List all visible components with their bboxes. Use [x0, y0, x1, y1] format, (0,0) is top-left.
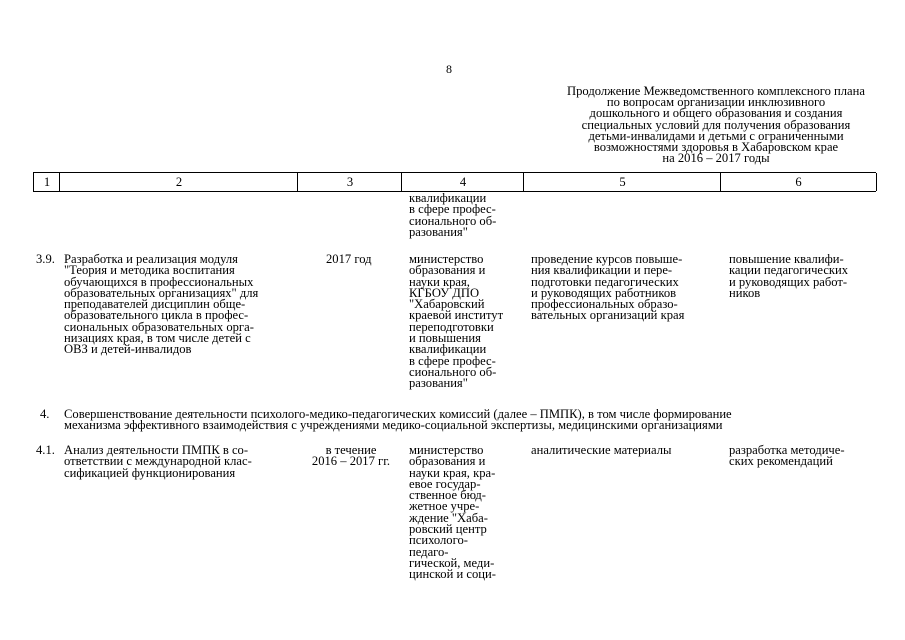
form-line: ния квалификации и пере-: [531, 263, 673, 278]
measure-line: преподавателей дисциплин обще-: [64, 297, 246, 312]
term-line: 2017 год: [326, 252, 372, 266]
executor-line: переподготовки: [409, 319, 494, 334]
header-line: специальных условий для получения образования: [581, 117, 851, 132]
result-line: ских рекомендаций: [729, 454, 833, 469]
result-line: и руководящих работ-: [729, 274, 848, 289]
form-line: аналитические материалы: [531, 443, 672, 457]
executor-line: КГБОУ ДПО: [409, 285, 480, 300]
row-number-4-1: 4.1.: [36, 443, 55, 457]
section-4-title: [64, 409, 732, 432]
header-line: детьми-инвалидами и детьми с ограниченными: [588, 128, 844, 143]
measure-line: "Теория и методика воспитания: [64, 263, 235, 278]
row-4-1-form: [531, 445, 671, 456]
measure-line: Анализ деятельности ПМПК в со-: [64, 443, 249, 457]
form-line: вательных организаций края: [531, 308, 685, 323]
column-number-4: 4: [401, 173, 524, 191]
executor-line: цинской и соци-: [409, 567, 496, 582]
measure-line: низациях края, в том числе детей с: [64, 331, 251, 346]
continuation-executors: [409, 193, 496, 238]
form-line: проведение курсов повыше-: [531, 252, 683, 266]
measure-line: сиональных образовательных орга-: [64, 319, 254, 334]
continuation-line: в сфере профес-: [409, 202, 496, 217]
result-line: разработка методиче-: [729, 443, 845, 457]
executor-line: педаго-: [409, 544, 449, 559]
row-4-1-term: [302, 445, 400, 468]
measure-line: ОВЗ и детей-инвалидов: [64, 342, 192, 357]
executor-line: образования и: [409, 454, 486, 469]
continuation-line: квалификации: [409, 191, 487, 205]
row-4-1-executors: [409, 445, 496, 581]
continuation-line: разования": [409, 224, 468, 239]
result-line: повышение квалифи-: [729, 252, 844, 266]
executor-line: ждение "Хаба-: [409, 510, 488, 525]
page-number: 8: [446, 62, 452, 76]
row-3-9-result: [729, 254, 848, 299]
executor-line: и повышения: [409, 331, 481, 346]
result-line: ников: [729, 285, 761, 300]
row-4-1-result: [729, 445, 845, 468]
section-4-number: 4.: [40, 407, 50, 421]
measure-line: образовательного цикла в профес-: [64, 308, 249, 323]
row-number-3-9: 3.9.: [36, 252, 55, 266]
executor-line: ровский центр: [409, 522, 487, 537]
form-line: подготовки педагогических: [531, 274, 679, 289]
executor-line: "Хабаровский: [409, 297, 485, 312]
executor-line: гической, меди-: [409, 555, 495, 570]
executor-line: евое государ-: [409, 476, 481, 491]
executor-line: квалификации: [409, 342, 487, 357]
row-4-1-measure: [64, 445, 252, 479]
document-header: [560, 86, 872, 164]
column-number-6: 6: [720, 173, 877, 191]
form-line: и руководящих работников: [531, 285, 677, 300]
row-3-9-form: [531, 254, 684, 322]
section-title-line: Совершенствование деятельности психолого-медико-педагогических комиссий (далее – ПМПК), в том числе формирование: [64, 407, 732, 421]
executor-line: министерство: [409, 252, 484, 266]
measure-line: сификацией функционирования: [64, 465, 236, 480]
executor-line: сионального об-: [409, 364, 497, 379]
executor-line: образования и: [409, 263, 486, 278]
term-line: 2016 – 2017 гг.: [311, 454, 391, 469]
executor-line: науки края, кра-: [409, 465, 496, 480]
section-title-line: механизма эффективного взаимодействия с учреждениями медико-социальной экспертизы, медицинскими организациями: [64, 418, 723, 433]
measure-line: Разработка и реализация модуля: [64, 252, 238, 266]
column-number-row: [33, 172, 876, 192]
executor-line: ственное бюд-: [409, 488, 487, 503]
executor-line: жетное учре-: [409, 499, 480, 514]
column-number-5: 5: [523, 173, 721, 191]
executor-line: в сфере профес-: [409, 353, 496, 368]
form-line: профессиональных образо-: [531, 297, 678, 312]
executor-line: краевой институт: [409, 308, 504, 323]
column-number-3: 3: [297, 173, 402, 191]
header-line: по вопросам организации инклюзивного: [606, 95, 826, 110]
header-line: Продолжение Межведомственного комплексного плана: [567, 84, 865, 98]
row-3-9-measure: [64, 254, 294, 356]
header-line: возможностями здоровья в Хабаровском крае: [593, 140, 839, 155]
header-line: дошкольного и общего образования и создания: [589, 106, 843, 121]
row-3-9-executors: [409, 254, 503, 390]
measure-line: образовательных организациях" для: [64, 285, 259, 300]
header-line: на 2016 – 2017 годы: [662, 151, 770, 166]
executor-line: науки края,: [409, 274, 470, 289]
column-number-1: 1: [33, 173, 60, 191]
term-line: в течение: [325, 443, 377, 457]
continuation-line: сионального об-: [409, 213, 497, 228]
measure-line: обучающихся в профессиональных: [64, 274, 254, 289]
result-line: кации педагогических: [729, 263, 849, 278]
measure-line: ответствии с международной клас-: [64, 454, 252, 469]
column-number-2: 2: [59, 173, 298, 191]
executor-line: министерство: [409, 443, 484, 457]
row-3-9-term: [326, 254, 372, 265]
executor-line: психолого-: [409, 533, 468, 548]
executor-line: разования": [409, 376, 468, 391]
